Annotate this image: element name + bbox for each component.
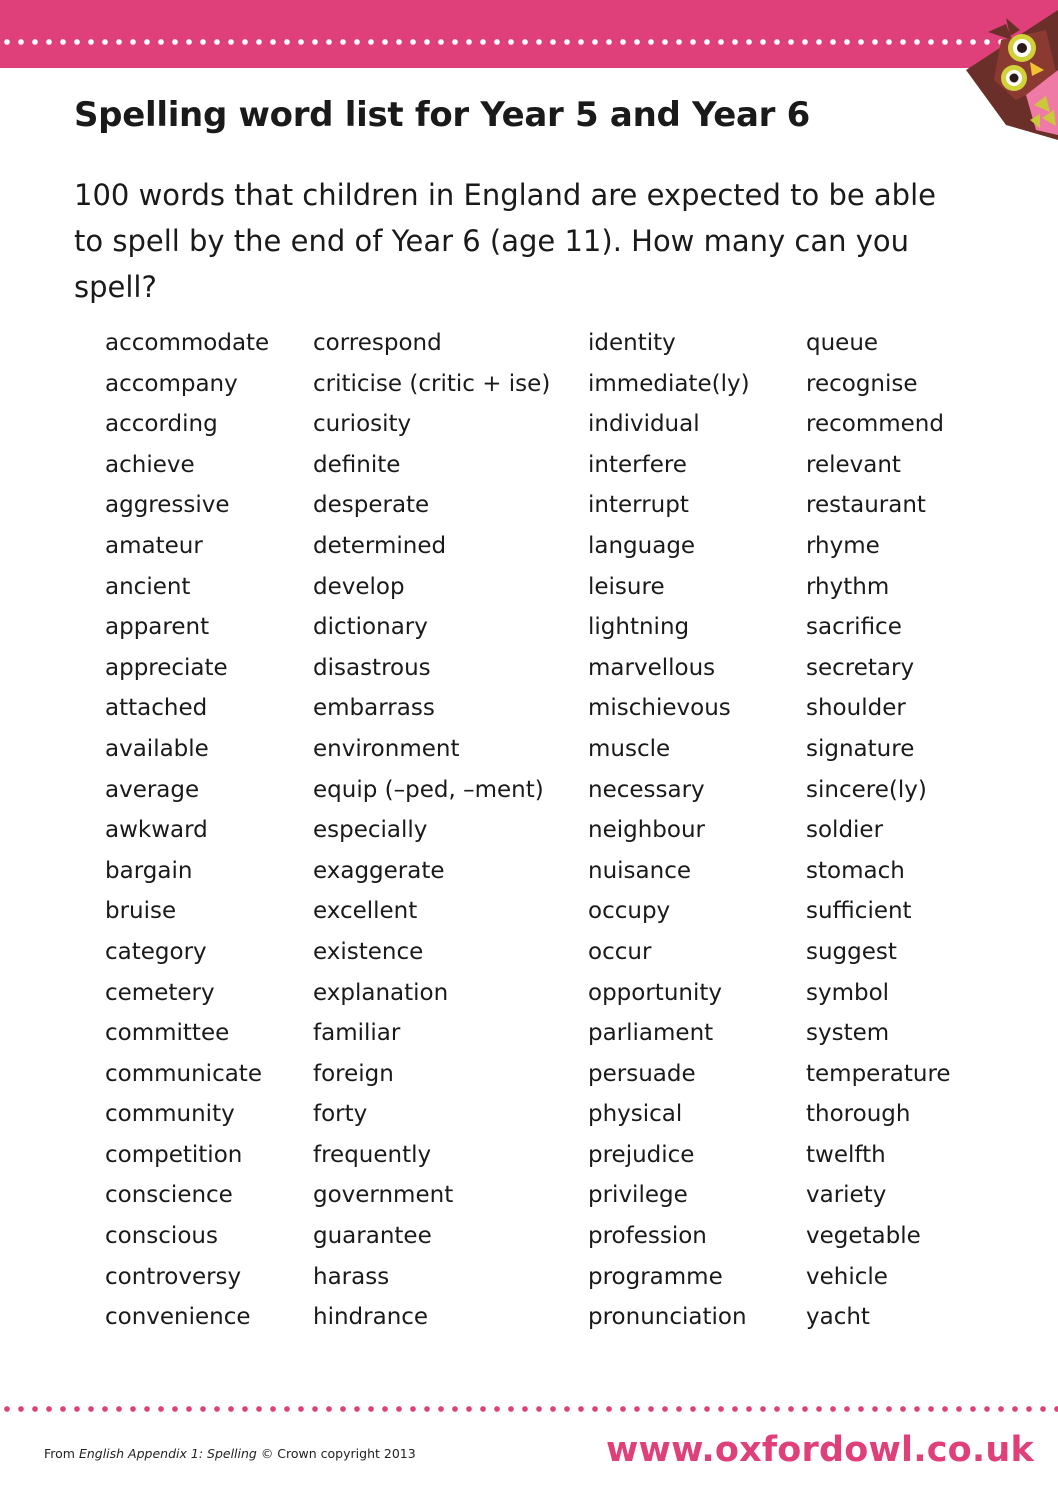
spelling-word: programme (588, 1263, 723, 1290)
spelling-word: competition (105, 1141, 243, 1168)
spelling-word: bruise (105, 898, 177, 925)
owl-mascot-icon (946, 0, 1058, 140)
spelling-word: conscience (105, 1182, 233, 1209)
spelling-word: desperate (313, 492, 430, 519)
spelling-word: interfere (588, 451, 687, 478)
spelling-word: marvellous (588, 654, 716, 681)
spelling-word: suggest (806, 938, 897, 965)
spelling-word: stomach (806, 857, 905, 884)
spelling-word: category (105, 938, 207, 965)
spelling-word: muscle (588, 735, 671, 762)
spelling-word: equip (–ped, –ment) (313, 776, 544, 803)
spelling-word: committee (105, 1020, 230, 1047)
spelling-word: prejudice (588, 1141, 695, 1168)
spelling-word: shoulder (806, 695, 906, 722)
spelling-word: amateur (105, 532, 203, 559)
spelling-word: aggressive (105, 492, 230, 519)
footer-url-link[interactable]: www.oxfordowl.co.uk (606, 1430, 1035, 1470)
spelling-word: correspond (313, 330, 442, 356)
spelling-word: physical (588, 1101, 683, 1128)
spelling-word: apparent (105, 614, 210, 641)
spelling-word: privilege (588, 1182, 688, 1209)
spelling-word: frequently (313, 1141, 432, 1168)
page-title: Spelling word list for Year 5 and Year 6 (74, 95, 811, 135)
spelling-word: twelfth (806, 1141, 886, 1168)
spelling-word: lightning (588, 614, 690, 641)
footer-source (44, 1446, 416, 1461)
spelling-word: profession (588, 1223, 707, 1250)
page-subtitle: 100 words that children in England are expected to be able to spell by the end of Year 6 (age 11). How many can you spell? (74, 178, 936, 304)
spelling-word: secretary (806, 654, 915, 681)
spelling-word: explanation (313, 979, 449, 1006)
spelling-word: accommodate (105, 330, 270, 356)
spelling-word: familiar (313, 1020, 401, 1047)
spelling-word: recognise (806, 370, 918, 397)
spelling-word: individual (588, 411, 700, 438)
footer-source-prefix: From (44, 1446, 79, 1461)
spelling-word: mischievous (588, 695, 731, 722)
spelling-word: cemetery (105, 979, 215, 1006)
spelling-word: restaurant (806, 492, 926, 519)
spelling-word: embarrass (313, 695, 435, 722)
spelling-word: according (105, 411, 218, 438)
spelling-word: convenience (105, 1304, 251, 1331)
word-column-2 (313, 323, 550, 1338)
spelling-word: awkward (105, 817, 208, 844)
footer-dot-border (0, 1405, 1058, 1413)
spelling-word: controversy (105, 1263, 242, 1290)
spelling-word: exaggerate (313, 857, 445, 884)
spelling-word: parliament (588, 1020, 714, 1047)
spelling-word: persuade (588, 1060, 696, 1087)
spelling-word: communicate (105, 1060, 262, 1087)
spelling-word: sufficient (806, 898, 912, 925)
spelling-word: excellent (313, 898, 418, 925)
word-column-3 (588, 323, 750, 1338)
spelling-word: bargain (105, 857, 193, 884)
spelling-word: accompany (105, 370, 238, 397)
spelling-word: rhythm (806, 573, 890, 600)
spelling-word: available (105, 735, 209, 762)
spelling-word: thorough (806, 1101, 911, 1128)
spelling-word: occur (588, 938, 652, 965)
footer-source-suffix: © Crown copyright 2013 (256, 1446, 416, 1461)
spelling-word: forty (313, 1101, 368, 1128)
spelling-word: nuisance (588, 857, 691, 884)
spelling-word: language (588, 532, 696, 559)
spelling-word: develop (313, 573, 405, 600)
spelling-word: vehicle (806, 1263, 888, 1290)
spelling-word: foreign (313, 1060, 394, 1087)
spelling-word: disastrous (313, 654, 431, 681)
spelling-word: relevant (806, 451, 901, 478)
spelling-word: pronunciation (588, 1304, 747, 1331)
spelling-word: sacrifice (806, 614, 902, 641)
spelling-word: signature (806, 735, 915, 762)
spelling-word: environment (313, 735, 460, 762)
spelling-word: harass (313, 1263, 390, 1290)
spelling-word: definite (313, 451, 401, 478)
spelling-word: neighbour (588, 817, 705, 844)
spelling-word: rhyme (806, 532, 880, 559)
spelling-word: symbol (806, 979, 890, 1006)
spelling-word: system (806, 1020, 890, 1047)
spelling-word: temperature (806, 1060, 951, 1087)
header-dot-border (0, 38, 1058, 46)
spelling-word: necessary (588, 776, 705, 803)
spelling-word: determined (313, 532, 447, 559)
spelling-word: curiosity (313, 411, 412, 438)
header-band (0, 0, 1058, 68)
spelling-word: guarantee (313, 1223, 432, 1250)
word-column-1 (105, 323, 269, 1338)
spelling-word: community (105, 1101, 235, 1128)
footer-source-title: English Appendix 1: Spelling (78, 1446, 257, 1461)
spelling-word: appreciate (105, 654, 228, 681)
spelling-word: achieve (105, 451, 195, 478)
spelling-word: especially (313, 817, 428, 844)
word-list (0, 323, 1058, 1343)
spelling-word: interrupt (588, 492, 689, 519)
spelling-word: soldier (806, 817, 884, 844)
spelling-word: attached (105, 695, 208, 722)
spelling-word: queue (806, 330, 879, 356)
spelling-word: average (105, 776, 200, 803)
spelling-word: sincere(ly) (806, 776, 927, 803)
spelling-word: vegetable (806, 1223, 921, 1250)
spelling-word: dictionary (313, 614, 428, 641)
spelling-word: identity (588, 330, 676, 356)
spelling-word: ancient (105, 573, 191, 600)
spelling-word: government (313, 1182, 454, 1209)
spelling-word: opportunity (588, 979, 722, 1006)
word-column-4 (806, 323, 951, 1338)
spelling-word: existence (313, 938, 424, 965)
spelling-word: occupy (588, 898, 671, 925)
spelling-word: leisure (588, 573, 665, 600)
spelling-word: hindrance (313, 1304, 429, 1331)
spelling-word: yacht (806, 1304, 870, 1331)
spelling-word: conscious (105, 1223, 218, 1250)
spelling-word: immediate(ly) (588, 370, 750, 397)
spelling-word: criticise (critic + ise) (313, 370, 551, 397)
spelling-word: variety (806, 1182, 887, 1209)
spelling-word: recommend (806, 411, 944, 438)
